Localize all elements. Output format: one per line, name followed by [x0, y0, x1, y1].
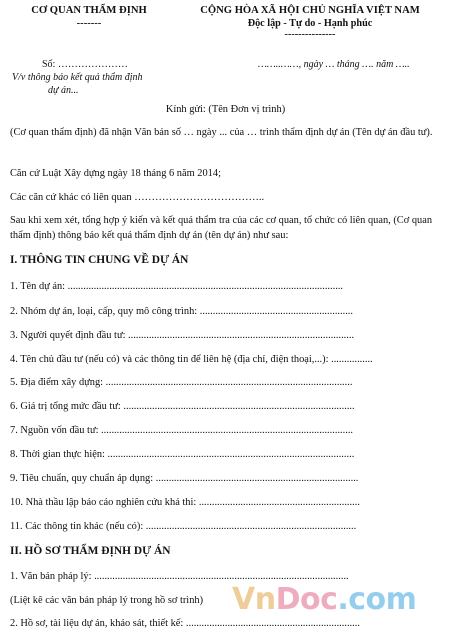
list-item: 2. Hồ sơ, tài liệu dự án, khảo sát, thiết kế: ................................................................... — [10, 618, 360, 629]
list-item: 3. Người quyết định đầu tư: ....................................................................................... — [10, 330, 355, 341]
list-item: (Liệt kê các văn bản pháp lý trong hồ sơ trình) — [10, 595, 204, 606]
list-item: 10. Nhà thầu lập báo cáo nghiên cứu khả thi: .............................................................. — [10, 497, 360, 508]
conclusion-paragraph: Sau khi xem xét, tổng hợp ý kiến và kết quả thẩm tra của các cơ quan, tổ chức có liên quan, (Cơ quan thẩm định) thông báo kết quả thẩm định dự án (tên dự án) như sau: — [10, 215, 433, 241]
list-item: 7. Nguồn vốn đầu tư: ................................................................................................. — [10, 425, 354, 436]
list-item: 9. Tiêu chuẩn, quy chuẩn áp dụng: .............................................................................. — [10, 473, 359, 484]
watermark-part-3: .com — [337, 582, 417, 617]
agency-header — [14, 4, 164, 30]
watermark-part-1: Vn — [232, 582, 276, 617]
recipient: Kính gửi: (Tên Đơn vị trình) — [165, 104, 286, 115]
list-item: 4. Tên chủ đầu tư (nếu có) và các thông tin để liên hệ (địa chỉ, điện thoại,...): ................ — [10, 354, 373, 365]
agency-rule: ------- — [76, 18, 102, 29]
list-item: 1. Tên dự án: .......................................................................................................... — [10, 281, 344, 292]
intro-paragraph: (Cơ quan thẩm định) đã nhận Văn bản số … ngày ... của … trình thẩm định dự án (Tên dự án đầu tư). — [10, 127, 433, 138]
nation-motto: Độc lập - Tự do - Hạnh phúc — [247, 18, 373, 29]
list-item: 6. Giá trị tổng mức đầu tư: ......................................................................................... — [10, 401, 355, 412]
watermark-part-2: Doc — [275, 582, 338, 617]
motto-rule: --------------- — [284, 29, 336, 40]
list-item: 2. Nhóm dự án, loại, cấp, quy mô công trình: ........................................................... — [10, 306, 354, 317]
list-item: 11. Các thông tin khác (nếu có): ................................................................................. — [10, 521, 357, 532]
agency-name: CƠ QUAN THẨM ĐỊNH — [31, 5, 147, 16]
law-basis: Căn cứ Luật Xây dựng ngày 18 tháng 6 năm 2014; — [10, 168, 221, 179]
subject-line-2: dự án... — [48, 85, 79, 96]
subject-line-1: V/v thông báo kết quả thẩm định — [12, 72, 143, 83]
nation-name: CỘNG HÒA XÃ HỘI CHỦ NGHĨA VIỆT NAM — [200, 5, 420, 16]
document-number: Số: ………………… — [42, 59, 128, 70]
list-item: 1. Văn bản pháp lý: .................................................................................................. — [10, 571, 349, 582]
section-1-title: I. THÔNG TIN CHUNG VỀ DỰ ÁN — [10, 254, 189, 266]
list-item: 8. Thời gian thực hiện: ............................................................................................... — [10, 449, 355, 460]
other-basis: Các căn cứ khác có liên quan ……………………………….. — [10, 192, 265, 203]
list-item: 5. Địa điểm xây dựng: ............................................................................................... — [10, 377, 353, 388]
national-header — [181, 4, 439, 40]
watermark-logo — [232, 582, 416, 617]
section-2-title: II. HỒ SƠ THẨM ĐỊNH DỰ ÁN — [10, 545, 171, 557]
document-date: ……..……, ngày … tháng …. năm ….. — [258, 59, 410, 70]
